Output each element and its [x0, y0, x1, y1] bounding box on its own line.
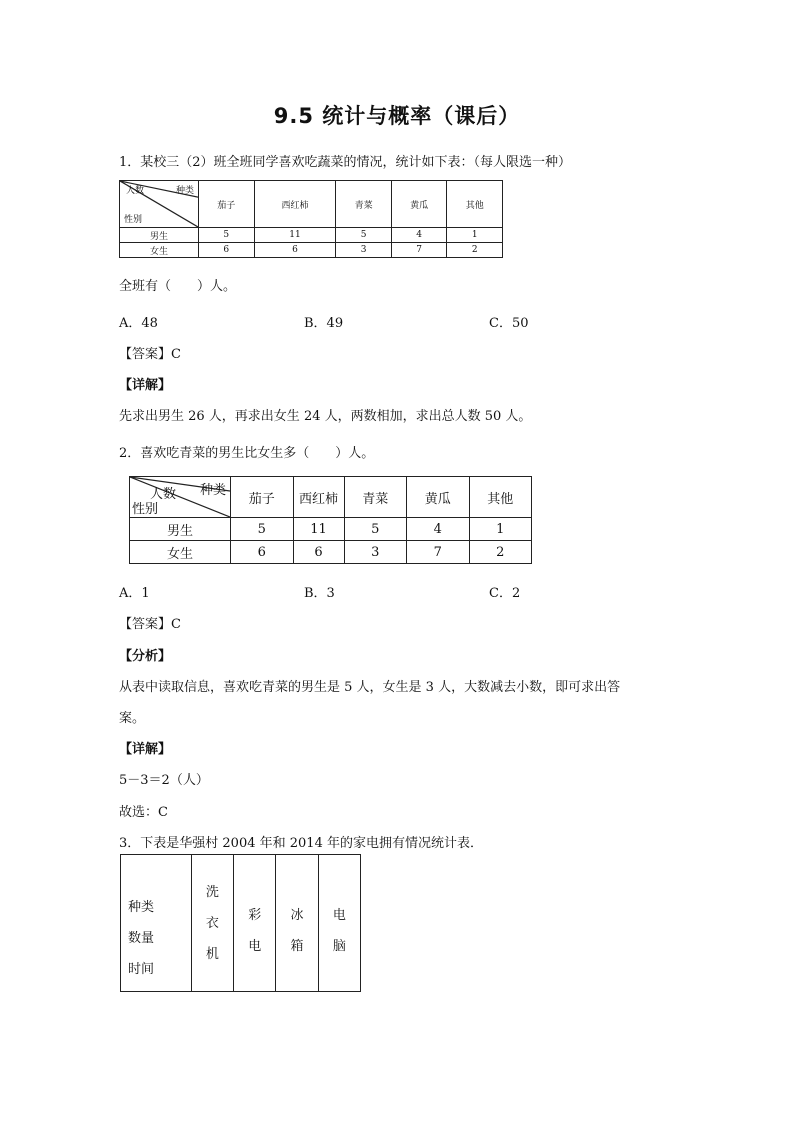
q2-answer: 【答案】C	[119, 617, 181, 632]
q2-row-label: 女生	[130, 541, 231, 564]
q1-cell: 6	[199, 243, 255, 258]
q1-cell: 1	[447, 228, 503, 243]
q1-col-header: 黄瓜	[391, 181, 447, 228]
q1-table-row	[120, 243, 503, 258]
q1-table-row	[120, 228, 503, 243]
q3-stem: 3．下表是华强村 2004 年和 2014 年的家电拥有情况统计表．	[119, 836, 483, 851]
q2-table	[129, 476, 532, 564]
q2-cell: 6	[231, 541, 294, 564]
q1-answer: 【答案】C	[119, 347, 181, 362]
q2-corner-count: 人数	[150, 487, 177, 502]
q3-col-header-fridge: 冰 箱	[276, 855, 318, 992]
q1-col-header: 青菜	[336, 181, 392, 228]
q1-detail-heading: 【详解】	[119, 378, 172, 393]
q2-row-label: 男生	[130, 518, 231, 541]
q1-col-header: 西红柿	[254, 181, 336, 228]
q3-col-header-washer: 洗 衣 机	[191, 855, 233, 992]
q1-cell: 6	[254, 243, 336, 258]
q2-detail-heading: 【详解】	[119, 742, 172, 757]
q2-cell: 5	[344, 518, 407, 541]
q3-col-header-computer: 电 脑	[318, 855, 360, 992]
q2-option-c: C．2	[489, 586, 521, 601]
q2-cell: 11	[293, 518, 344, 541]
page-title: 9.5 统计与概率（课后）	[273, 104, 521, 128]
q1-cell: 11	[254, 228, 336, 243]
q2-corner-gender: 性别	[132, 502, 159, 517]
q2-option-b: B．3	[304, 586, 335, 601]
q2-option-a: A．1	[119, 586, 150, 601]
q2-cell: 6	[293, 541, 344, 564]
q2-cell: 1	[469, 518, 532, 541]
q2-table-row	[130, 518, 532, 541]
q3-col-header-tv: 彩 电	[234, 855, 276, 992]
q2-col-header: 青菜	[344, 477, 407, 518]
q1-stem: 1．某校三（2）班全班同学喜欢吃蔬菜的情况，统计如下表：（每人限选一种）	[119, 155, 572, 170]
q1-cell: 5	[336, 228, 392, 243]
q2-col-header: 其他	[469, 477, 532, 518]
q1-corner-count: 人数	[126, 186, 145, 196]
q1-corner-category: 种类	[175, 186, 194, 196]
q1-cell: 7	[391, 243, 447, 258]
q1-row-label: 女生	[120, 243, 199, 258]
q1-option-a: A．48	[119, 316, 158, 331]
q1-option-c: C．50	[489, 316, 529, 331]
q1-detail: 先求出男生 26 人，再求出女生 24 人，两数相加，求出总人数 50 人。	[119, 409, 532, 424]
q2-detail: 5－3＝2（人）	[119, 773, 209, 788]
q2-cell: 2	[469, 541, 532, 564]
q2-col-header: 西红柿	[293, 477, 344, 518]
q1-row-label: 男生	[120, 228, 199, 243]
q2-cell: 3	[344, 541, 407, 564]
q2-analysis-line: 从表中读取信息，喜欢吃青菜的男生是 5 人，女生是 3 人，大数减去小数，即可求出答	[119, 680, 621, 695]
q3-corner-quantity: 数量	[128, 930, 155, 946]
q2-cell: 7	[407, 541, 470, 564]
q1-cell: 3	[336, 243, 392, 258]
q3-corner-category: 种类	[128, 899, 155, 915]
q2-analysis-heading: 【分析】	[119, 649, 172, 664]
q2-col-header: 茄子	[231, 477, 294, 518]
q1-col-header: 茄子	[199, 181, 255, 228]
q3-table-header-row	[121, 855, 361, 992]
q3-corner-time: 时间	[128, 961, 155, 977]
q2-cell: 5	[231, 518, 294, 541]
q2-col-header: 黄瓜	[407, 477, 470, 518]
q2-conclusion: 故选：C	[119, 805, 168, 820]
q3-table	[120, 854, 361, 992]
q2-corner-category: 种类	[199, 483, 226, 498]
q1-question: 全班有（ ）人。	[119, 279, 237, 294]
q1-col-header: 其他	[447, 181, 503, 228]
q3-table-corner	[121, 855, 192, 992]
q2-cell: 4	[407, 518, 470, 541]
q1-table-corner	[120, 181, 199, 228]
q2-stem: 2．喜欢吃青菜的男生比女生多（ ）人。	[119, 446, 375, 461]
q1-option-b: B．49	[304, 316, 344, 331]
q1-cell: 4	[391, 228, 447, 243]
q1-table	[119, 180, 503, 258]
q1-cell: 5	[199, 228, 255, 243]
q2-table-corner	[130, 477, 231, 518]
q2-analysis-line: 案。	[119, 711, 146, 726]
q1-cell: 2	[447, 243, 503, 258]
q1-corner-gender: 性别	[124, 215, 143, 225]
q2-table-row	[130, 541, 532, 564]
